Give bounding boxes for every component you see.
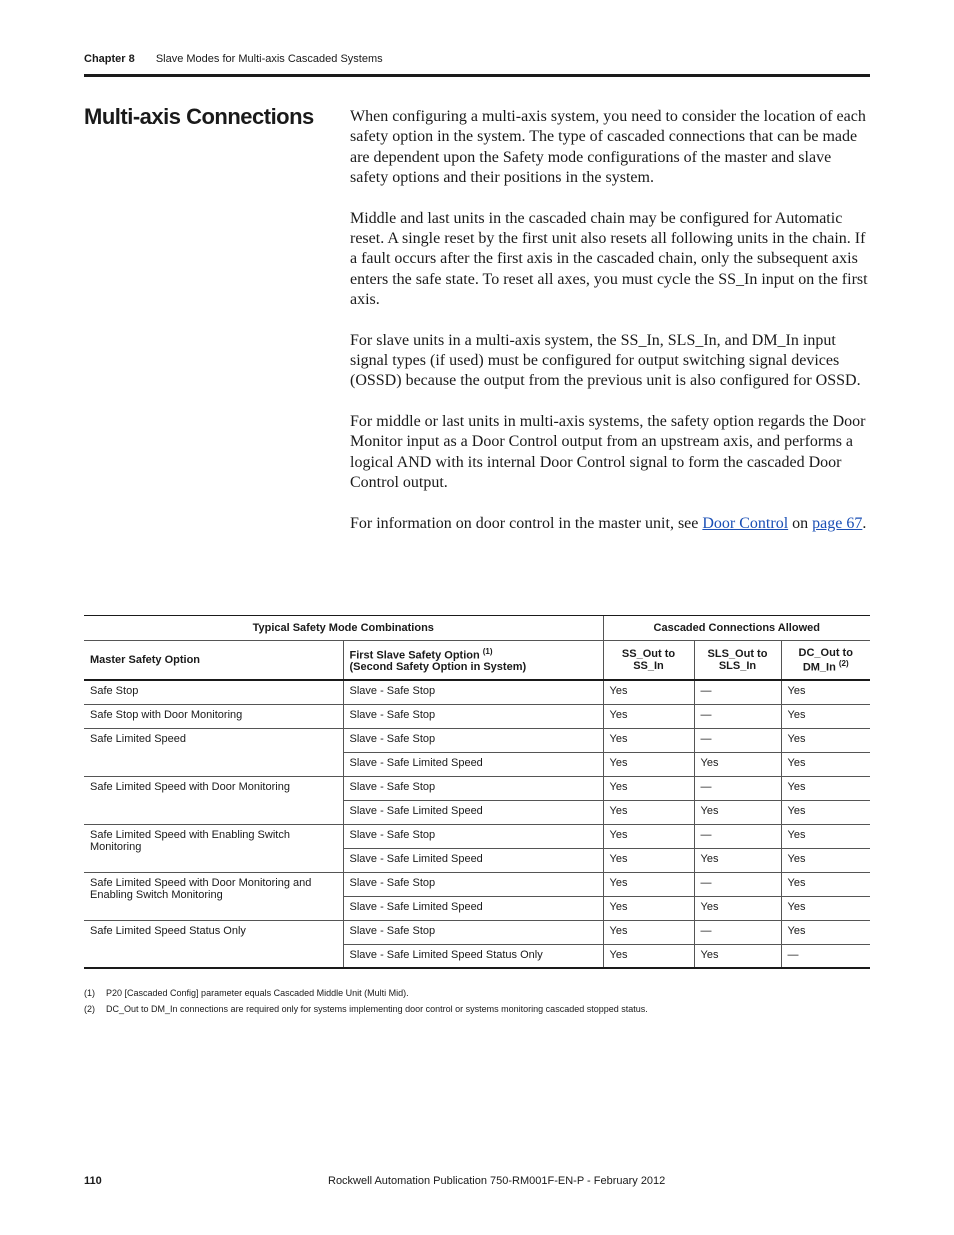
chapter-title: Slave Modes for Multi-axis Cascaded Systems xyxy=(155,53,383,65)
cell-master: Safe Stop with Door Monitoring xyxy=(84,704,343,728)
col-slave-line2: (Second Safety Option in System) xyxy=(349,661,527,674)
cell-sls: — xyxy=(694,920,781,944)
cell-slave: Slave - Safe Stop xyxy=(343,776,603,800)
cell-slave: Slave - Safe Stop xyxy=(343,920,603,944)
cell-slave: Slave - Safe Stop xyxy=(343,872,603,896)
cell-slave: Slave - Safe Limited Speed xyxy=(343,848,603,872)
cell-dc: Yes xyxy=(781,824,870,848)
cell-ss: Yes xyxy=(603,920,694,944)
door-control-link[interactable]: Door Control xyxy=(702,514,789,532)
footnote-1-text: P20 [Cascaded Config] parameter equals Cascaded Middle Unit (Multi Mid). xyxy=(106,988,409,998)
cell-sls: Yes xyxy=(694,848,781,872)
col-ss-line1: SS_Out to xyxy=(621,648,676,660)
cell-sls: Yes xyxy=(694,944,781,968)
cell-slave: Slave - Safe Limited Speed xyxy=(343,752,603,776)
body-text xyxy=(350,107,870,554)
table-row xyxy=(84,824,870,848)
cell-slave: Slave - Safe Stop xyxy=(343,704,603,728)
cell-master: Safe Limited Speed Status Only xyxy=(84,920,343,968)
page-67-link[interactable]: page 67 xyxy=(812,514,863,532)
cell-sls: Yes xyxy=(694,800,781,824)
group-header-combinations: Typical Safety Mode Combinations xyxy=(84,616,603,641)
cell-dc: — xyxy=(781,944,870,968)
paragraph-reference xyxy=(350,514,870,534)
running-header xyxy=(84,53,383,65)
footnote-ref-1: (1) xyxy=(482,646,493,656)
cell-dc: Yes xyxy=(781,848,870,872)
col-sls-line1: SLS_Out to xyxy=(707,648,768,660)
header-rule xyxy=(84,74,870,77)
cell-master: Safe Limited Speed xyxy=(84,728,343,776)
cell-master: Safe Stop xyxy=(84,680,343,704)
paragraph-1: When configuring a multi-axis system, you need to consider the location of each safety option in the system. The type of cascaded connections that can be made are dependent upon the Safety mode configurations of the master and slave safety options and their positions in the system. xyxy=(350,108,866,187)
table-column-header-row xyxy=(84,641,870,681)
cell-sls: — xyxy=(694,872,781,896)
footnote-2-number: (2) xyxy=(84,1004,95,1014)
cell-dc: Yes xyxy=(781,800,870,824)
cell-ss: Yes xyxy=(603,848,694,872)
cell-slave: Slave - Safe Limited Speed xyxy=(343,800,603,824)
col-header-dc xyxy=(781,641,870,681)
cell-sls: — xyxy=(694,728,781,752)
cell-slave: Slave - Safe Limited Speed Status Only xyxy=(343,944,603,968)
footnote-ref-2: (2) xyxy=(838,658,849,668)
cell-master: Safe Limited Speed with Door Monitoring xyxy=(84,776,343,824)
cell-ss: Yes xyxy=(603,944,694,968)
cell-dc: Yes xyxy=(781,776,870,800)
cell-sls: — xyxy=(694,704,781,728)
cell-ss: Yes xyxy=(603,872,694,896)
table-group-header-row xyxy=(84,616,870,641)
col-dc-line1: DC_Out to xyxy=(798,646,853,659)
table-row xyxy=(84,920,870,944)
cell-sls: — xyxy=(694,824,781,848)
ref-prefix: For information on door control in the master unit, see xyxy=(350,514,703,532)
col-slave-line1: First Slave Safety Option xyxy=(349,649,480,662)
table-row xyxy=(84,872,870,896)
col-header-ss xyxy=(603,641,694,681)
ref-middle: on xyxy=(788,514,813,532)
cell-dc: Yes xyxy=(781,728,870,752)
cell-sls: Yes xyxy=(694,896,781,920)
safety-mode-table xyxy=(84,615,870,969)
footnotes xyxy=(84,985,648,1017)
table-row xyxy=(84,728,870,752)
cell-dc: Yes xyxy=(781,920,870,944)
cell-dc: Yes xyxy=(781,752,870,776)
footnote-2 xyxy=(84,1001,648,1017)
cell-master: Safe Limited Speed with Enabling Switch Monitoring xyxy=(84,824,343,872)
col-header-sls xyxy=(694,641,781,681)
cell-master: Safe Limited Speed with Door Monitoring and Enabling Switch Monitoring xyxy=(84,872,343,920)
table-row xyxy=(84,704,870,728)
cell-ss: Yes xyxy=(603,680,694,704)
footnote-2-text: DC_Out to DM_In connections are required only for systems implementing door control or systems monitoring cascaded stopped status. xyxy=(106,1004,648,1014)
cell-slave: Slave - Safe Stop xyxy=(343,728,603,752)
paragraph-3: For slave units in a multi-axis system, the SS_In, SLS_In, and DM_In input signal types (if used) must be configured for output switching signal devices (OSSD) because the output from the previous unit is also configured for OSSD. xyxy=(350,331,861,390)
cell-ss: Yes xyxy=(603,896,694,920)
cell-ss: Yes xyxy=(603,800,694,824)
cell-dc: Yes xyxy=(781,704,870,728)
footnote-1-number: (1) xyxy=(84,988,95,998)
publication-info: Rockwell Automation Publication 750-RM001F-EN-P - February 2012 xyxy=(328,1175,666,1187)
cell-slave: Slave - Safe Stop xyxy=(343,824,603,848)
footnote-1 xyxy=(84,985,648,1001)
chapter-label: Chapter 8 xyxy=(84,53,135,65)
col-ss-line2: SS_In xyxy=(633,660,664,672)
col-dc-line2: DM_In xyxy=(802,661,836,674)
cell-ss: Yes xyxy=(603,752,694,776)
cell-sls: — xyxy=(694,680,781,704)
cell-slave: Slave - Safe Stop xyxy=(343,680,603,704)
ref-suffix: . xyxy=(862,514,867,532)
table-row xyxy=(84,680,870,704)
table-row xyxy=(84,776,870,800)
cell-ss: Yes xyxy=(603,704,694,728)
cell-sls: Yes xyxy=(694,752,781,776)
cell-dc: Yes xyxy=(781,896,870,920)
cell-ss: Yes xyxy=(603,776,694,800)
group-header-connections: Cascaded Connections Allowed xyxy=(603,616,870,641)
cell-ss: Yes xyxy=(603,824,694,848)
paragraph-4: For middle or last units in multi-axis systems, the safety option regards the Door Monitor input as a Door Control output from an upstream axis, and performs a logical AND with its internal Door Control signal to form the cascaded Door Control output. xyxy=(350,412,866,492)
paragraph-2: Middle and last units in the cascaded chain may be configured for Automatic reset. A single reset by the first unit also resets all following units in the chain. If a fault occurs after the first axis in the cascaded chain, only the subsequent axis enters the safe state. To reset all axes, you must cycle the SS_In input on the first axis. xyxy=(350,209,868,309)
col-header-slave xyxy=(343,641,603,681)
cell-sls: — xyxy=(694,776,781,800)
col-sls-line2: SLS_In xyxy=(718,660,757,672)
cell-dc: Yes xyxy=(781,680,870,704)
section-title: Multi-axis Connections xyxy=(84,104,314,129)
cell-ss: Yes xyxy=(603,728,694,752)
cell-slave: Slave - Safe Limited Speed xyxy=(343,896,603,920)
page-number: 110 xyxy=(84,1175,102,1187)
cell-dc: Yes xyxy=(781,872,870,896)
col-header-master: Master Safety Option xyxy=(84,641,343,681)
